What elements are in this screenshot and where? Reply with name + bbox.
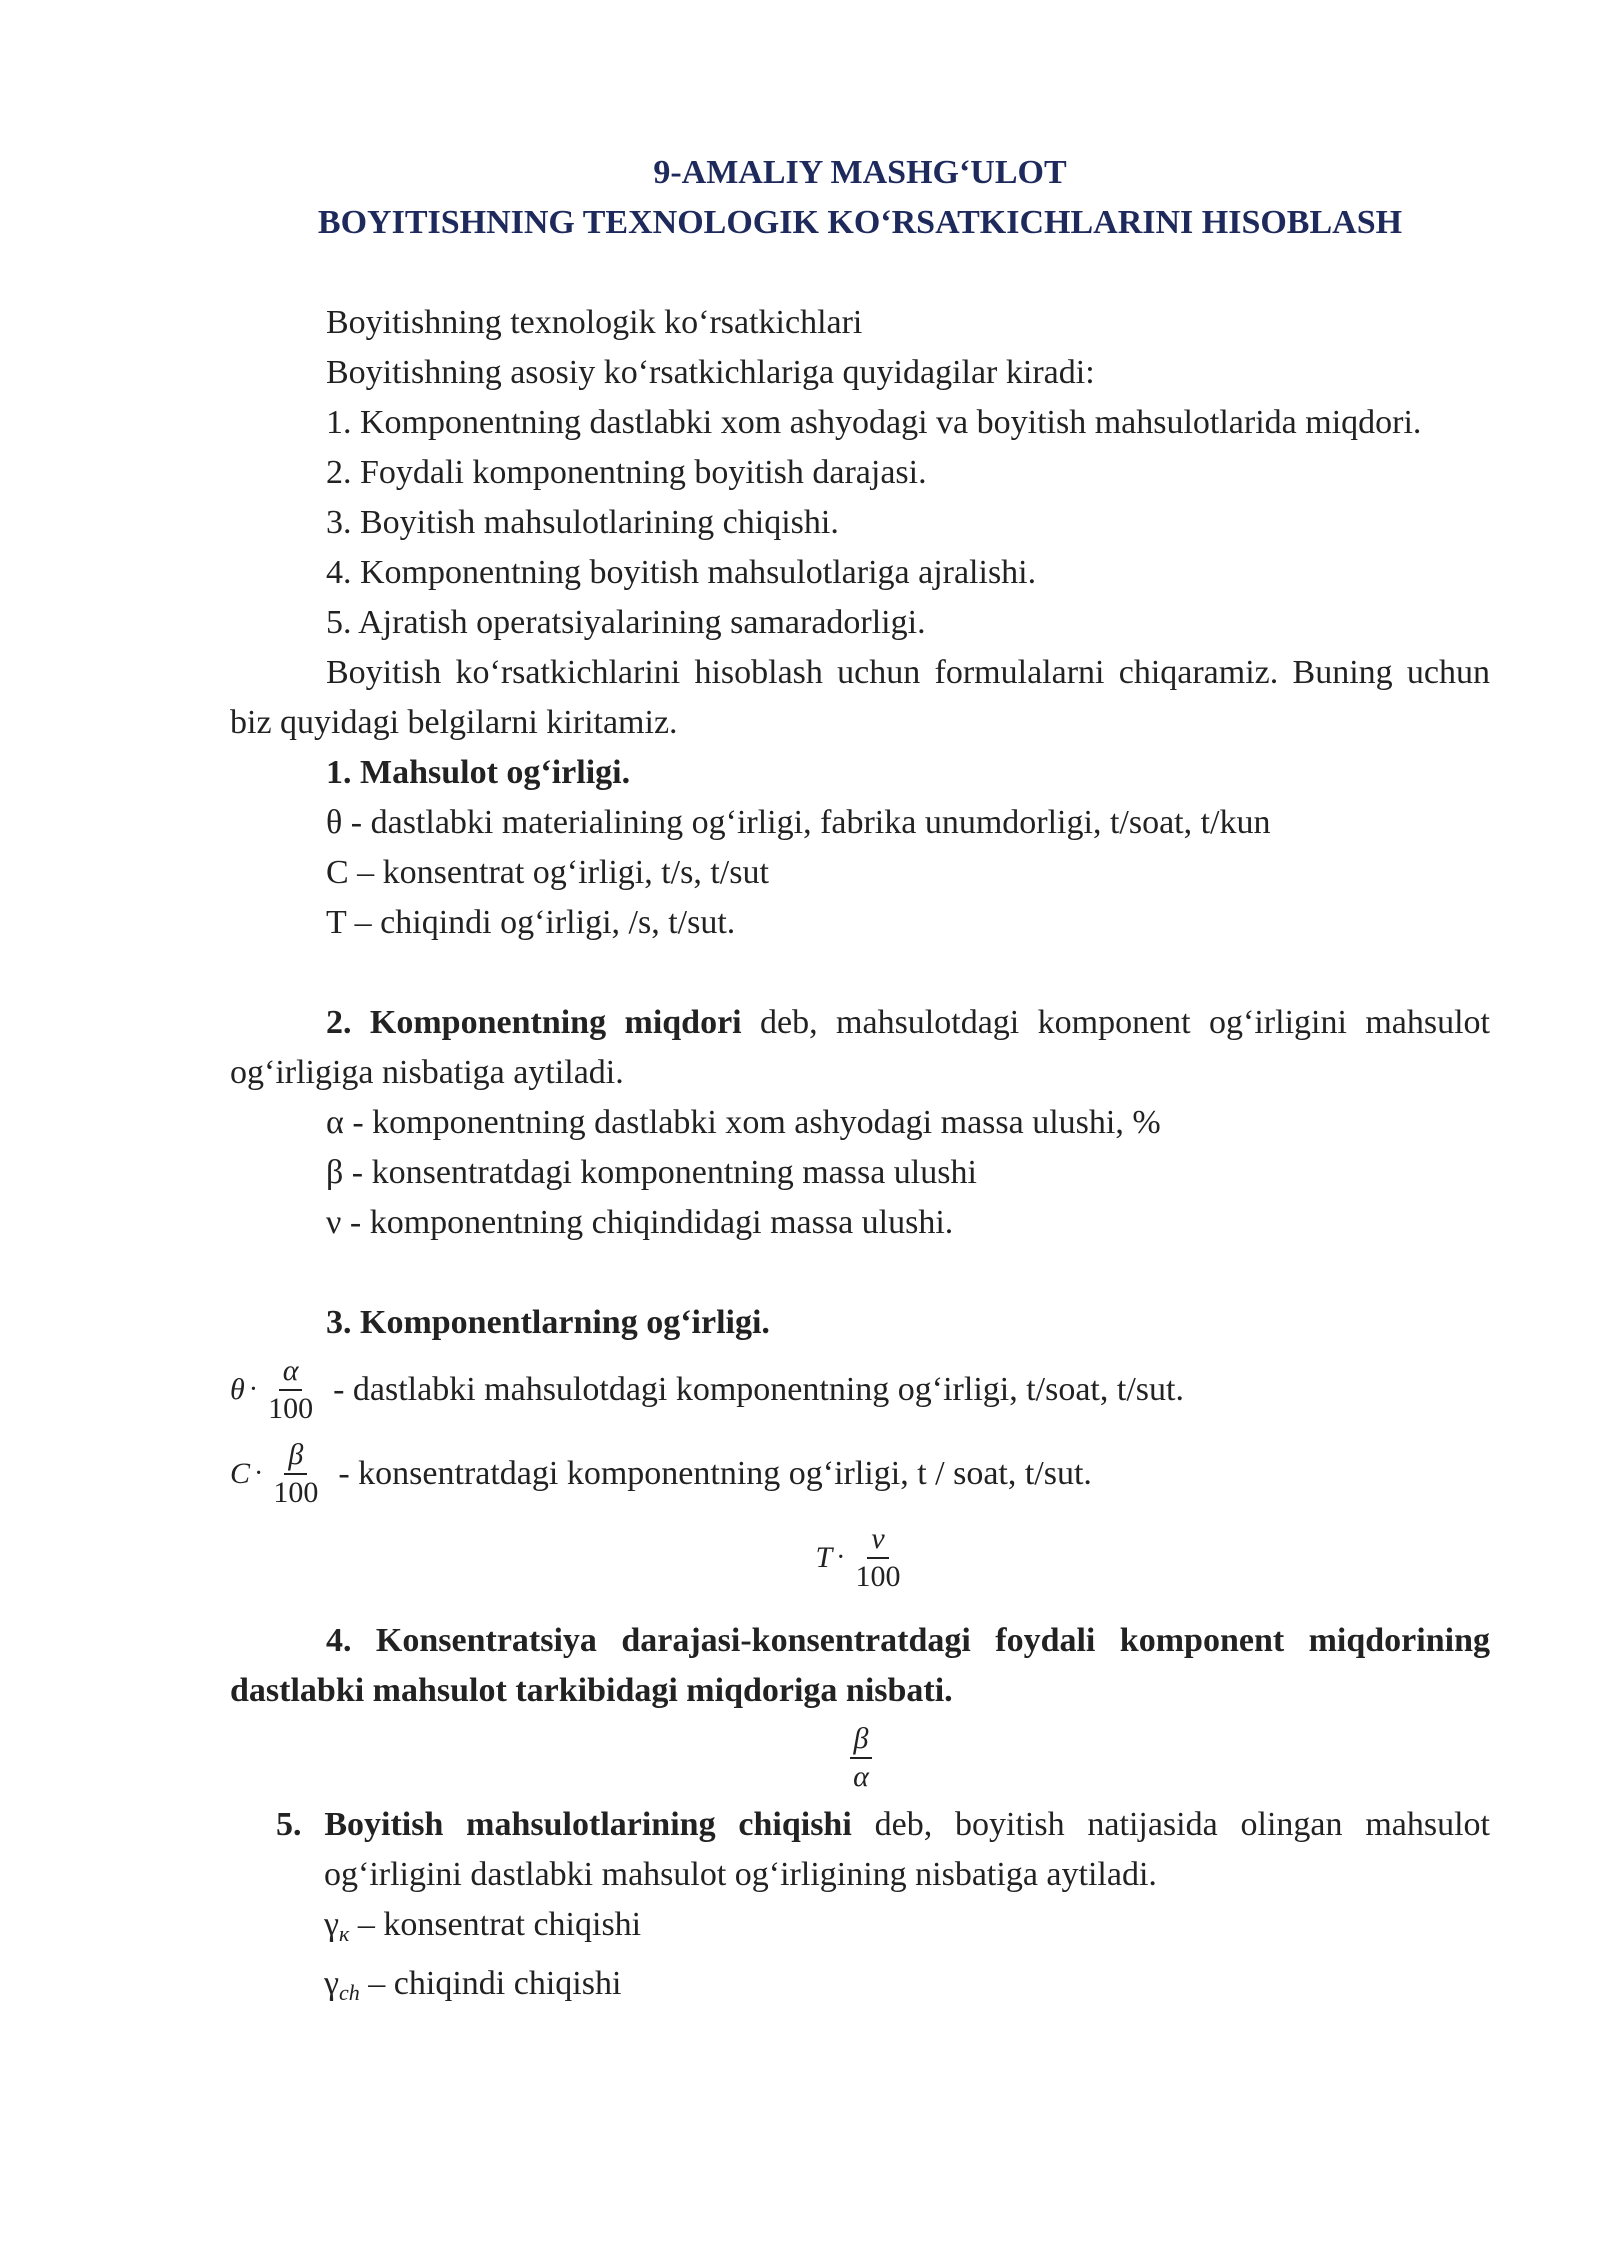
formula-c	[230, 1432, 1490, 1516]
formula-theta-text: - dastlabki mahsulotdagi komponentning og‘irligi, t/soat, t/sut.	[333, 1371, 1184, 1408]
section-3-heading: 3. Komponentlarning og‘irligi.	[326, 1304, 770, 1341]
formula-theta-math: θ · $\frac{\alpha}{100}$	[230, 1353, 317, 1427]
section-1-line-2: C – konsentrat og‘irligi, t/s, t/sut	[326, 854, 769, 891]
intro-item-4: 4. Komponentning boyitish mahsulotlariga ajralishi.	[326, 554, 1037, 591]
formula-theta	[230, 1348, 1490, 1432]
section-2-paragraph	[230, 998, 1490, 1098]
section-5	[230, 1800, 1490, 2018]
intro-paragraph: Boyitish ko‘rsatkichlarini hisoblash uchun formulalarni chiqaramiz. Buning uchun biz quyidagi belgilarni kiritamiz.	[230, 654, 1490, 741]
section-5-paragraph	[276, 1800, 1490, 1900]
section-5-heading: 5. Boyitish mahsulotlarining chiqishi	[276, 1806, 852, 1843]
section-1-line-1: θ - dastlabki materialining og‘irligi, fabrika unumdorligi, t/soat, t/kun	[326, 804, 1271, 841]
section-2-heading: 2. Komponentning miqdori	[326, 1004, 742, 1041]
fraction: $\frac{\beta}{\alpha}$	[849, 1721, 873, 1795]
intro-item-5: 5. Ajratish operatsiyalarining samaradorligi.	[326, 604, 926, 641]
formula-c-text: - konsentratdagi komponentning og‘irligi, t / soat, t/sut.	[338, 1455, 1092, 1492]
formula-beta-alpha	[230, 1716, 1490, 1800]
intro-item-2: 2. Foydali komponentning boyitish darajasi.	[326, 454, 927, 491]
document-content	[230, 148, 1490, 2018]
intro-line-1: Boyitishning texnologik ko‘rsatkichlari	[326, 304, 863, 341]
section-5-line-1: $\gamma_к$ – konsentrat chiqishi	[324, 1906, 642, 1946]
formula-t	[230, 1516, 1490, 1600]
title-line-1: 9-AMALIY MASHG‘ULOT	[653, 154, 1067, 191]
intro-item-1: 1. Komponentning dastlabki xom ashyodagi va boyitish mahsulotlarida miqdori.	[326, 404, 1422, 441]
intro-line-2: Boyitishning asosiy ko‘rsatkichlariga quyidagilar kiradi:	[326, 354, 1095, 391]
fraction: $\frac{\beta}{100}$	[273, 1438, 319, 1509]
section-5-text: deb, boyitish natijasida olingan mahsulot og‘irligini dastlabki mahsulot og‘irligining nisbatiga aytiladi.	[324, 1806, 1490, 1893]
formula-c-math: C · $\frac{\beta}{100}$	[230, 1437, 322, 1511]
intro-item-3: 3. Boyitish mahsulotlarining chiqishi.	[326, 504, 839, 541]
section-2-text: deb, mahsulotdagi komponent og‘irligini mahsulot og‘irligiga nisbatiga aytiladi.	[230, 1004, 1490, 1091]
section-2-line-1: α - komponentning dastlabki xom ashyodagi massa ulushi, %	[326, 1104, 1161, 1141]
section-4-heading: 4. Konsentratsiya darajasi-konsentratdagi foydali komponent miqdorining dastlabki mahsulot tarkibidagi miqdoriga nisbati.	[230, 1622, 1490, 1709]
formula-t-math: T · $\frac{\nu}{100}$	[815, 1521, 904, 1595]
title-line-2: BOYITISHNING TEXNOLOGIK KO‘RSATKICHLARINI HISOBLASH	[317, 204, 1403, 241]
section-1-line-3: T – chiqindi og‘irligi, /s, t/sut.	[326, 904, 736, 941]
section-1-heading: 1. Mahsulot og‘irligi.	[326, 754, 631, 791]
fraction: $\frac{\alpha}{100}$	[268, 1354, 314, 1425]
section-5-line-2: $\gamma_{ch}$ – chiqindi chiqishi	[324, 1965, 622, 2005]
fraction: $\frac{\nu}{100}$	[855, 1522, 901, 1593]
section-2-line-2: β - konsentratdagi komponentning massa ulushi	[326, 1154, 977, 1191]
section-2-line-3: ν - komponentning chiqindidagi massa ulushi.	[326, 1204, 954, 1241]
